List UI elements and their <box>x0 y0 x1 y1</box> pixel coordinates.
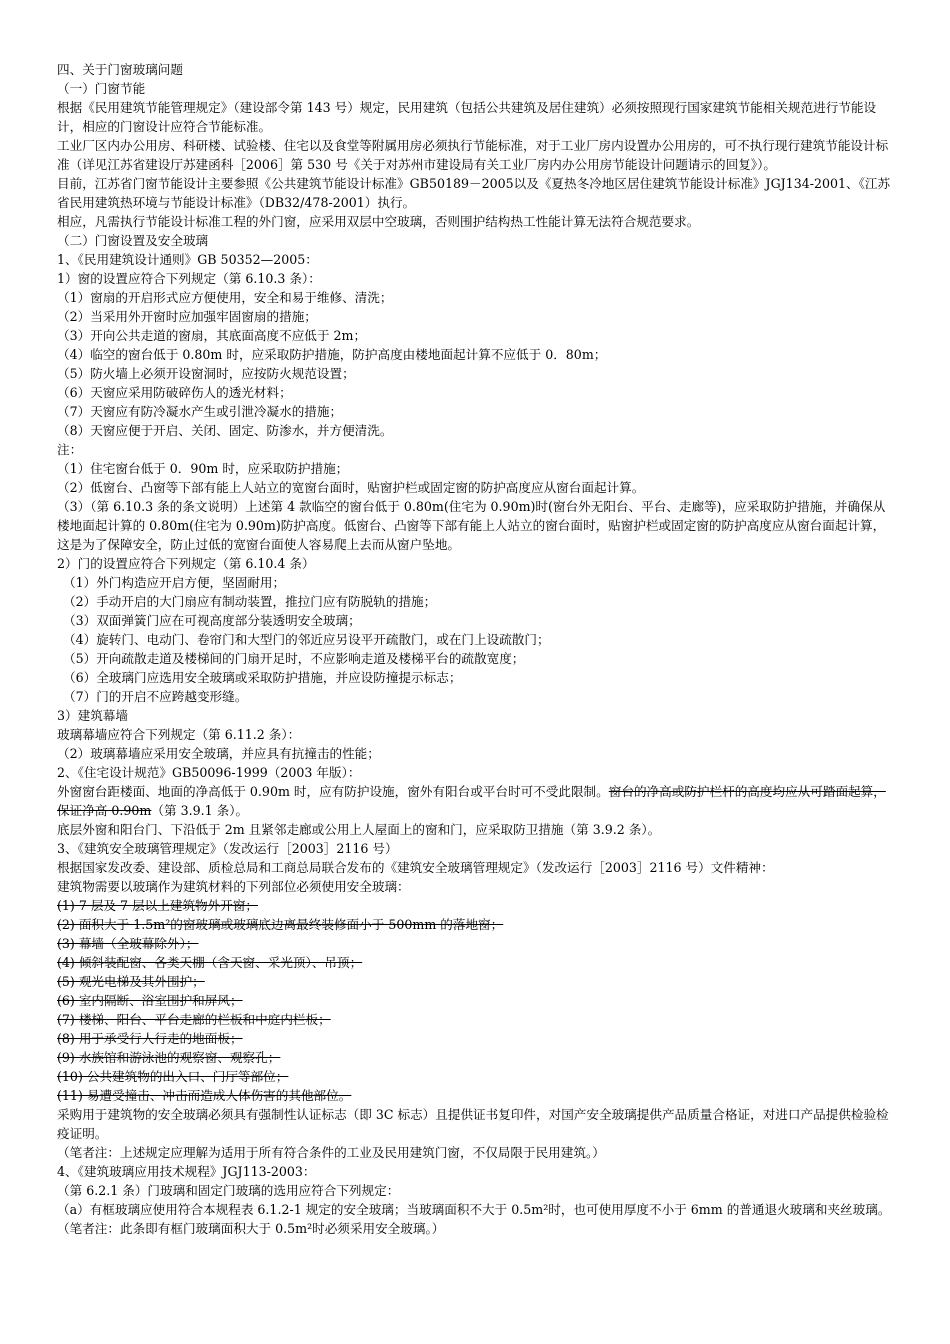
line-text: （7）天窗应有防冷凝水产生或引泄冷凝水的措施； <box>57 404 343 419</box>
document-line <box>57 706 897 725</box>
document-line <box>57 307 897 326</box>
line-text: （5）防火墙上必须开设窗洞时，应按防火规范设置； <box>57 366 355 381</box>
line-text: （4）临空的窗台低于 0.80m 时，应采取防护措施，防护高度由楼地面起计算不应低于 0．80m； <box>57 347 607 362</box>
document-line <box>57 1010 897 1029</box>
document-line <box>57 1105 897 1143</box>
line-text: 相应，凡需执行节能设计标准工程的外门窗，应采用双层中空玻璃，否则围护结构热工性能计算无法符合规范要求。 <box>57 214 700 229</box>
struck-list-item: (1) 7 层及 7 层以上建筑物外开窗； <box>57 898 259 913</box>
struck-list-item: (3) 幕墙（全玻幕除外）； <box>57 936 199 951</box>
document-line <box>57 934 897 953</box>
document-line <box>57 744 897 763</box>
line-text: 建筑物需要以玻璃作为建筑材料的下列部位必须使用安全玻璃： <box>57 879 410 894</box>
line-text: （第 6.2.1 条）门玻璃和固定门玻璃的选用应符合下列规定： <box>57 1183 400 1198</box>
struck-list-item: (2) 面积大于 1.5m²的窗玻璃或玻璃底边离最终装修面小于 500mm 的落地窗； <box>57 917 504 932</box>
line-text: 四、关于门窗玻璃问题 <box>57 62 183 77</box>
struck-list-item: (4) 倾斜装配窗、各类天棚（含天窗、采光顶）、吊顶； <box>57 955 363 970</box>
line-text: （4）旋转门、电动门、卷帘门和大型门的邻近应另设平开疏散门，或在门上设疏散门； <box>63 632 550 647</box>
line-text: （一）门窗节能 <box>57 81 146 96</box>
document-line <box>57 573 897 592</box>
document-line <box>57 478 897 497</box>
struck-list-item: (6) 室内隔断、浴室围护和屏风； <box>57 993 243 1008</box>
document-line <box>57 212 897 231</box>
document-line <box>57 668 897 687</box>
struck-list-item: (8) 用于承受行人行走的地面板； <box>57 1031 243 1046</box>
document-line <box>57 1086 897 1105</box>
document-line <box>57 288 897 307</box>
document-line <box>57 972 897 991</box>
document-line <box>57 269 897 288</box>
line-text: 根据国家发改委、建设部、质检总局和工商总局联合发布的《建筑安全玻璃管理规定》（发改运行［2003］2116 号）文件精神： <box>57 860 774 875</box>
document-line <box>57 763 897 782</box>
document-line <box>57 231 897 250</box>
document-line <box>57 725 897 744</box>
document-line <box>57 1200 897 1219</box>
document-line <box>57 592 897 611</box>
line-text: （2）手动开启的大门扇应有制动装置，推拉门应有防脱轨的措施； <box>63 594 437 609</box>
line-text: 1、《民用建筑设计通则》GB 50352—2005： <box>57 252 318 267</box>
document-line <box>57 839 897 858</box>
line-text: （6）天窗应采用防破碎伤人的透光材料； <box>57 385 292 400</box>
document-line <box>57 858 897 877</box>
line-text: 玻璃幕墙应符合下列规定（第 6.11.2 条）： <box>57 727 301 742</box>
document-line <box>57 98 897 136</box>
document-line <box>57 402 897 421</box>
document-line <box>57 421 897 440</box>
document-line <box>57 915 897 934</box>
line-text: 3）建筑幕墙 <box>57 708 128 723</box>
line-text: （3）（第 6.10.3 条的条文说明）上述第 4 款临空的窗台低于 0.80m(住宅为 0.90m)时(窗台外无阳台、平台、走廊等)，应采取防护措施，并确保从楼地面起计算的 0.80m(住宅为 0.90m)防护高度。低窗台、凸窗等下部有能上人站立的窗台面时，贴窗护栏或固定窗的防护高度应从窗台面起计算，这是为了保障安全，防止过低的宽窗台面使人容易爬上去而从窗户坠地。 <box>57 499 886 552</box>
line-text: （8）天窗应便于开启、关闭、固定、防渗水，并方便清洗。 <box>57 423 393 438</box>
line-text: 3、《建筑安全玻璃管理规定》（发改运行［2003］2116 号） <box>57 841 398 856</box>
document-line <box>57 440 897 459</box>
document-line <box>57 345 897 364</box>
line-text: （1）外门构造应开启方便，坚固耐用； <box>63 575 286 590</box>
document-line <box>57 383 897 402</box>
document-line <box>57 1048 897 1067</box>
document-line <box>57 497 897 554</box>
struck-list-item: (5) 观光电梯及其外围护； <box>57 974 205 989</box>
line-text: 1）窗的设置应符合下列规定（第 6.10.3 条）： <box>57 271 321 286</box>
document-line <box>57 896 897 915</box>
document-line <box>57 877 897 896</box>
line-text: 2）门的设置应符合下列规定（第 6.10.4 条） <box>57 556 315 571</box>
line-text: （2）当采用外开窗时应加强牢固窗扇的措施； <box>57 309 317 324</box>
line-text: （3）开向公共走道的窗扇，其底面高度不应低于 2m； <box>57 328 367 343</box>
line-text: 采购用于建筑物的安全玻璃必须具有强制性认证标志（即 3C 标志）且提供证书复印件，对国产安全玻璃提供产品质量合格证，对进口产品提供检验检疫证明。 <box>57 1107 889 1141</box>
document-line <box>57 250 897 269</box>
document-line <box>57 1162 897 1181</box>
underlined-text: 窗台的净高或防护栏杆的高度均应从可踏面起算，保证净高 0.90m <box>57 784 886 818</box>
line-text: （2）低窗台、凸窗等下部有能上人站立的宽窗台面时，贴窗护栏或固定窗的防护高度应从窗台面起计算。 <box>57 480 645 495</box>
line-text: 目前，江苏省门窗节能设计主要参照《公共建筑节能设计标准》GB50189－2005以及《夏热冬冷地区居住建筑节能设计标准》JGJ134-2001、《江苏省民用建筑热环境与节能设计标准》（DB32/478-2001）执行。 <box>57 176 891 210</box>
document-line <box>57 1181 897 1200</box>
document-line <box>57 649 897 668</box>
line-text: （2）玻璃幕墙应采用安全玻璃，并应具有抗撞击的性能； <box>57 746 380 761</box>
struck-list-item: (10) 公共建筑物的出入口、门厅等部位； <box>57 1069 289 1084</box>
document-line <box>57 820 897 839</box>
line-text: （7）门的开启不应跨越变形缝。 <box>63 689 248 704</box>
line-text: （笔者注：上述规定应理解为适用于所有符合条件的工业及民用建筑门窗，不仅局限于民用建筑。） <box>57 1145 605 1160</box>
document-line <box>57 554 897 573</box>
document-line <box>57 1029 897 1048</box>
document-line <box>57 459 897 478</box>
document-line <box>57 953 897 972</box>
line-text: （6）全玻璃门应选用安全玻璃或采取防护措施，并应设防撞提示标志； <box>63 670 462 685</box>
document-line <box>57 136 897 174</box>
line-text: （二）门窗设置及安全玻璃 <box>57 233 209 248</box>
line-text: 4、《建筑玻璃应用技术规程》JGJ113-2003： <box>57 1164 316 1179</box>
line-text: 底层外窗和阳台门、下沿低于 2m 且紧邻走廊或公用上人屋面上的窗和门，应采取防卫措施（第 3.9.2 条）。 <box>57 822 661 837</box>
document-line <box>57 991 897 1010</box>
document-line <box>57 60 897 79</box>
struck-list-item: (11) 易遭受撞击、冲击而造成人体伤害的其他部位。 <box>57 1088 352 1103</box>
line-text: 2、《住宅设计规范》GB50096-1999（2003 年版）： <box>57 765 361 780</box>
document-line <box>57 174 897 212</box>
document-body <box>57 60 897 1238</box>
line-text-tail: （第 3.9.1 条）。 <box>151 803 249 818</box>
line-text: （3）双面弹簧门应在可视高度部分装透明安全玻璃； <box>63 613 361 628</box>
line-text: （a）有框玻璃应使用符合本规程表 6.1.2-1 规定的安全玻璃；当玻璃面积不大于 0.5m²时，也可使用厚度不小于 6mm 的普通退火玻璃和夹丝玻璃。 <box>57 1202 891 1217</box>
document-line <box>57 1219 897 1238</box>
document-line <box>57 687 897 706</box>
line-text: 外窗窗台距楼面、地面的净高低于 0.90m 时，应有防护设施，窗外有阳台或平台时可不受此限制。 <box>57 784 609 799</box>
line-text: （1）住宅窗台低于 0．90m 时，应采取防护措施； <box>57 461 349 476</box>
line-text: （笔者注：此条即有框门玻璃面积大于 0.5m²时必须采用安全玻璃。） <box>57 1221 445 1236</box>
line-text: 注： <box>57 442 83 457</box>
document-line <box>57 782 897 820</box>
struck-list-item: (9) 水族馆和游泳池的观察窗、观察孔； <box>57 1050 281 1065</box>
struck-list-item: (7) 楼梯、阳台、平台走廊的栏板和中庭内栏板； <box>57 1012 331 1027</box>
document-line <box>57 364 897 383</box>
line-text: （5）开向疏散走道及楼梯间的门扇开足时，不应影响走道及楼梯平台的疏散宽度； <box>63 651 525 666</box>
document-line <box>57 1067 897 1086</box>
document-line <box>57 630 897 649</box>
line-text: 工业厂区内办公用房、科研楼、试验楼、住宅以及食堂等附属用房必须执行节能标准，对于工业厂房内设置办公用房的，可不执行现行建筑节能设计标准（详见江苏省建设厅苏建函科［2006］第 530 号《关于对苏州市建设局有关工业厂房内办公用房节能设计问题请示的回复》）。 <box>57 138 889 172</box>
document-line <box>57 326 897 345</box>
line-text: 根据《民用建筑节能管理规定》（建设部令第 143 号）规定，民用建筑（包括公共建筑及居住建筑）必须按照现行国家建筑节能相关规范进行节能设计，相应的门窗设计应符合节能标准。 <box>57 100 877 134</box>
document-line <box>57 1143 897 1162</box>
document-line <box>57 79 897 98</box>
document-line <box>57 611 897 630</box>
line-text: （1）窗扇的开启形式应方便使用，安全和易于维修、清洗； <box>57 290 393 305</box>
